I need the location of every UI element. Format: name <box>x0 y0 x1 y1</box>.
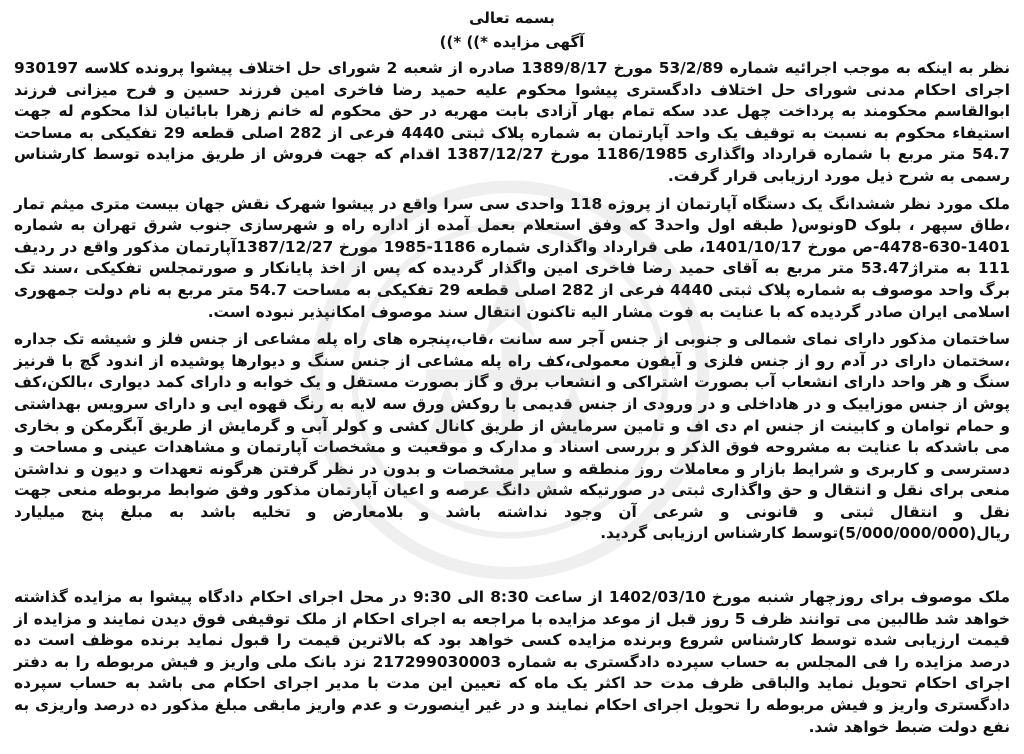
paragraph-3: ساختمان مذکور دارای نمای شمالی و جنوبی از جنس آجر سه سانت ،قاب،پنجره های راه پله مشاعی از جنس فلز و شیشه تک جداره ،سختمان دارای در آدم رو از جنس فلزی و آیفون معمولی،کف راه پله مشاعی از جنس سنگ و دیوارها پوشیده از اندود گچ با قرنیز سنگ و هر واحد دارای انشعاب آب بصورت اشتراکی و انشعاب برق و گاز بصورت مستقل و یک خوابه و دارای کمد دیواری ،بالکن،کف پوش از جنس موزاییک و در هاداخلی و در ورودی از جنس قدیمی با روکش ورق سه لایه به رنگ قهوه ایی و دارای سرویس بهداشتی و حمام توامان و کابینت از جنس ام دی اف و تامین سرمایش از طریق کانال کشی و کولر آبی و گرمایش از طریق آبگرمکن و بخاری می باشدکه با عنایت به مشروحه فوق الذکر و بررسی اسناد و مدارک و موقعیت و مشخصات آپارتمان و مشاهدات عینی و مساحت و دسترسی و کاربری و شرایط بازار و معاملات روز منطقه و سایر مشخصات و بدون در نظر گرفتن هرگونه تعهدات و دیون و نداشتن منعی برای نقل و انتقال و حق واگذاری ثبتی در صورتیکه شش دانگ عرصه و اعیان آپارتمان مذکور وفق ضوابط مربوطه منعی جهت نقل و انتقال ثبتی و قانونی و شرعی آن وجود نداشته باشد و بلامعارض و تخلیه باشد به مبلغ پنج میلیارد ریال(5/000/000/000)توسط کارشناس ارزیابی گردید. <box>14 330 1010 543</box>
header-basmala: بسمه تعالی <box>469 9 555 27</box>
notice-title: آگهی مزایده *)) *)) <box>439 33 585 51</box>
paragraph-4: ملک موصوف برای روزچهار شنبه مورخ 1402/03/10 از ساعت 8:30 الی 9:30 در محل اجرای احکام دادگاه پیشوا به مزایده گذاشته خواهد شد طالبین می توانند ظرف 5 روز قبل از موعد مزایده با مراجعه به اجرای احکام از ملک توقیفی فوق دیدن نمایند و مزایده از قیمت ارزیابی شده توسط کارشناس شروع وبرنده مزایده کسی خواهد بود که بالاترین قیمت را قبول نماید برنده موظف است ده درصد مزایده را فی المجلس به حساب سپرده دادگستری به شماره 217299030003 نزد بانک ملی واریز و فیش مربوطه را به دفتر اجرای احکام تحویل نماید والباقی ظرف مدت حد اکثر یک ماه که تعیین این مدت با مدیر اجرای احکام می باشد به حساب سپرده دادگستری واریز و فیش مربوطه را تحویل اجرای احکام نمایند و در غیر اینصورت و عدم واریز مابقی مبلغ مذکور ده درصد واریزی به نفع دولت ضبط خواهد شد. <box>14 588 1011 736</box>
paragraph-2: ملک مورد نظر ششدانگ یک دستگاه آپارتمان از پروژه 118 واحدی سی سرا واقع در پیشوا شهرک نقش جهان بیست متری میثم تمار ،طاق سپهر ، بلوک Dونوس( طبقه اول واحد3 که وفق استعلام بعمل آمده از اداره راه و شهرسازی جنوب شرق تهران به شماره 1401-630-4478-ص مورخ 1401/10/17، طی قرارداد واگذاری شماره 1186-1985 مورخ 1387/12/27آپارتمان مذکور واقع در ردیف 111 به متراژ53.47 متر مربع به آقای حمید رضا فاخری امین واگذار گردیده که پس از اخذ پایانکار و صورتمجلس تفکیکی ،سند تک برگ واحد موصوف به شماره پلاک ثبتی 4440 فرعی از 282 اصلی قطعه 29 تفکیکی به مساحت 54.7 متر مربع به نام دولت جمهوری اسلامی ایران صادر گردیده که با عنایت به فوت مشار الیه تاکنون انتقال سند موصوف امکانپذیر نبوده است. <box>14 194 1010 321</box>
paragraph-1: نظر به اینکه به موجب اجرائیه شماره 53/2/89 مورخ 1389/8/17 صادره از شعبه 2 شورای حل اختلاف پیشوا پرونده کلاسه 930197 اجرای احکام مدنی شورای حل اختلاف دادگستری پیشوا محکوم علیه حمید رضا فاخری امین فرزند حسین و فرح میزانی فرزند ابوالقاسم محکومند به پرداخت چهل عدد سکه تمام بهار آزادی بابت مهریه در حق محکوم له خانم زهرا بابائیان لذا محکوم له جهت استیفاء محکوم به نسبت به توقیف یک واحد آپارتمان به شماره پلاک ثبتی 4440 فرعی از 282 اصلی قطعه 29 تفکیکی به مساحت 54.7 متر مربع با شماره قرارداد واگذاری 1186/1985 مورخ 1387/12/27 اقدام که جهت فروش از طریق مزایده توسط کارشناس رسمی به شرح ذیل مورد ارزیابی قرار گرفت. <box>14 59 1011 185</box>
